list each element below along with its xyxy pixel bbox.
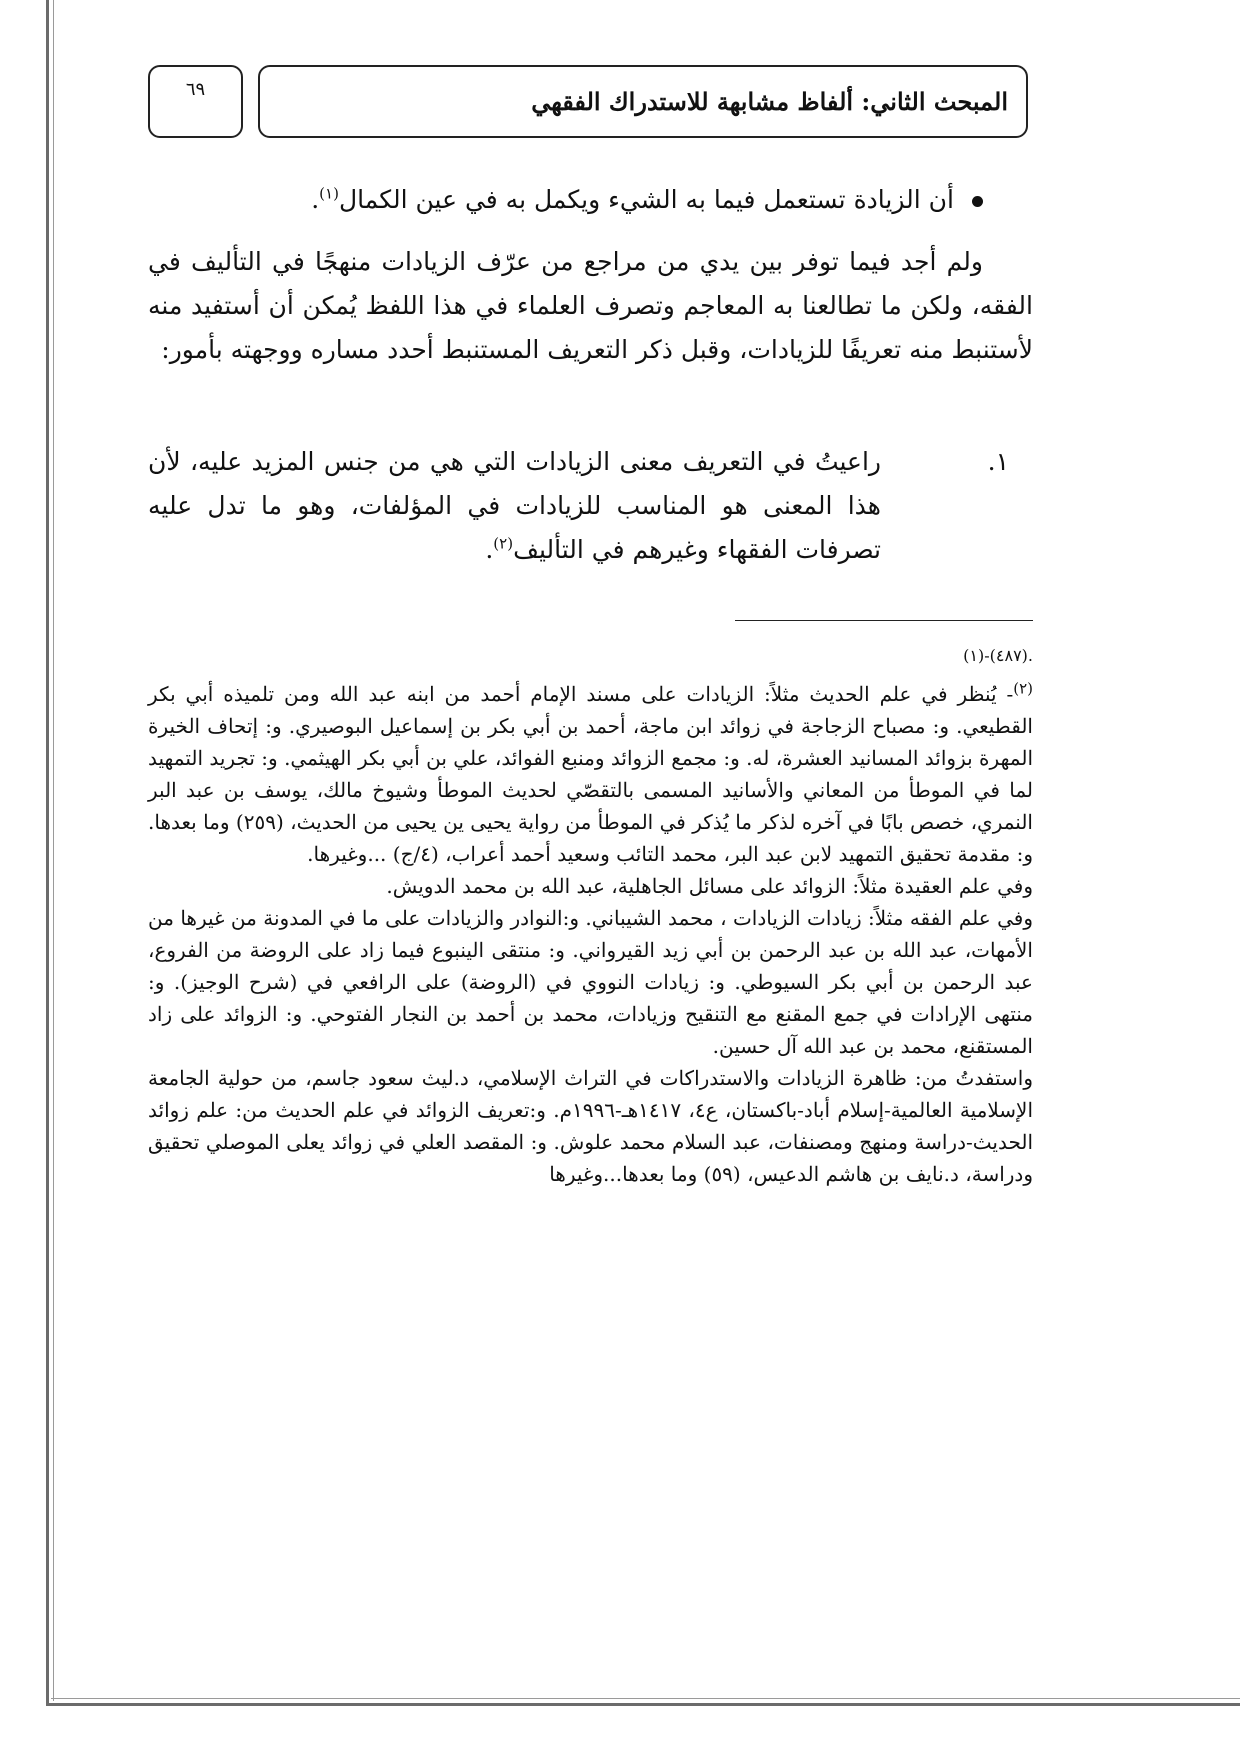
footnote-2	[148, 678, 1033, 870]
header-title-text: المبحث الثاني: ألفاظ مشابهة للاستدراك الفقهي	[531, 87, 1008, 116]
bullet-point: أن الزيادة تستعمل فيما به الشيء ويكمل به في عين الكمال$^{(١)}$.	[148, 178, 1033, 222]
footnote-1: .(٤٨٧)-(١)	[963, 646, 1033, 665]
footnote-2-sources: واستفدتُ من: ظاهرة الزيادات والاستدراكات في التراث الإسلامي، د.ليث سعود جاسم، من حولية الجامعة الإسلامية العالمية-إسلام أباد-باكستان، ع٤، ١٤١٧هـ-١٩٩٦م. و:تعريف الزوائد في علم الحديث من: علم زوائد الحديث-دراسة ومنهج ومصنفات، عبد السلام محمد علوش. و: المقصد العلي في زوائد يعلى الموصلي تحقيق ودراسة، د.نايف بن هاشم الدعيس، (٥٩) وما بعدها...وغيرها	[148, 1066, 1033, 1186]
footnote-2-hadith: - يُنظر في علم الحديث مثلاً: الزيادات على مسند الإمام أحمد من ابنه عبد الله ومن تلميذه أبي بكر القطيعي. و: مصباح الزجاجة في زوائد ابن ماجة، أحمد بن أبي بكر بن إسماعيل البوصيري. و: إتحاف الخيرة المهرة بزوائد المسانيد العشرة، له. و: مجمع الزوائد ومنبع الفوائد، علي بن أبي بكر الهيثمي. و: تجريد التمهيد لما في الموطأ من المعاني والأسانيد المسمى بالتقصّي لحديث الموطأ وشيوخ مالك، يوسف بن عبد البر النمري، خصص بابًا في آخره لذكر ما يُذكر في الموطأ من رواية يحيى ين يحيى من الحديث، (٢٥٩) وما بعدها. و: مقدمة تحقيق التمهيد لابن عبد البر، محمد التائب وسعيد أحمد أعراب، (٤/ج) ...وغيرها.	[148, 682, 1033, 866]
running-header-title	[258, 65, 1028, 138]
page-number-box	[148, 65, 243, 138]
footnote-2-marker: (٢)	[1013, 679, 1034, 698]
bullet-icon	[972, 196, 983, 207]
list-item: ١. راعيتُ في التعريف معنى الزيادات التي هي من جنس المزيد عليه، لأن هذا المعنى هو المناسب للزيادات في المؤلفات، وهو ما تدل عليه تصرفات الفقهاء وغيرهم في التأليف$^{(٢)}$.	[148, 440, 1033, 572]
footnote-2-aqidah: وفي علم العقيدة مثلاً: الزوائد على مسائل الجاهلية، عبد الله بن محمد الدويش.	[386, 874, 1033, 898]
paragraph: ولم أجد فيما توفر بين يدي من مراجع من عرّف الزيادات منهجًا في التأليف في الفقه، ولكن ما تطالعنا به المعاجم وتصرف العلماء في هذا اللفظ يُمكن أن أستفيد منه لأستنبط منه تعريفًا للزيادات، وقبل ذكر التعريف المستنبط أحدد مساره ووجهته بأمور:	[148, 247, 1033, 364]
footnotes	[148, 640, 1033, 1190]
list-item-number: ١.	[987, 447, 1009, 476]
footnote-separator	[735, 620, 1033, 621]
footnote-2-fiqh: وفي علم الفقه مثلاً: زيادات الزيادات ، محمد الشيباني. و:النوادر والزيادات على ما في المدونة من غيرها من الأمهات، عبد الله بن عبد الرحمن بن أبي زيد القيرواني. و: منتقى الينبوع فيما زاد على الروضة من الفروع، عبد الرحمن بن أبي بكر السيوطي. و: زيادات النووي في (الروضة) على الرافعي في (شرح الوجيز). و: منتهى الإرادات في جمع المقنع مع التنقيح وزيادات، محمد بن أحمد بن النجار الفتوحي. و: الزوائد على زاد المستقنع، محمد بن عبد الله آل حسين.	[148, 906, 1033, 1058]
footnote-ref-2: (٢)	[493, 534, 514, 553]
list-item-text: راعيتُ في التعريف معنى الزيادات التي هي من جنس المزيد عليه، لأن هذا المعنى هو المناسب للزيادات في المؤلفات، وهو ما تدل عليه تصرفات الفقهاء وغيرهم في التأليف	[148, 447, 881, 564]
footnote-ref-1: (١)	[319, 184, 339, 203]
bullet-text: أن الزيادة تستعمل فيما به الشيء ويكمل به في عين الكمال	[338, 185, 954, 214]
page-number: ٦٩	[185, 79, 206, 100]
